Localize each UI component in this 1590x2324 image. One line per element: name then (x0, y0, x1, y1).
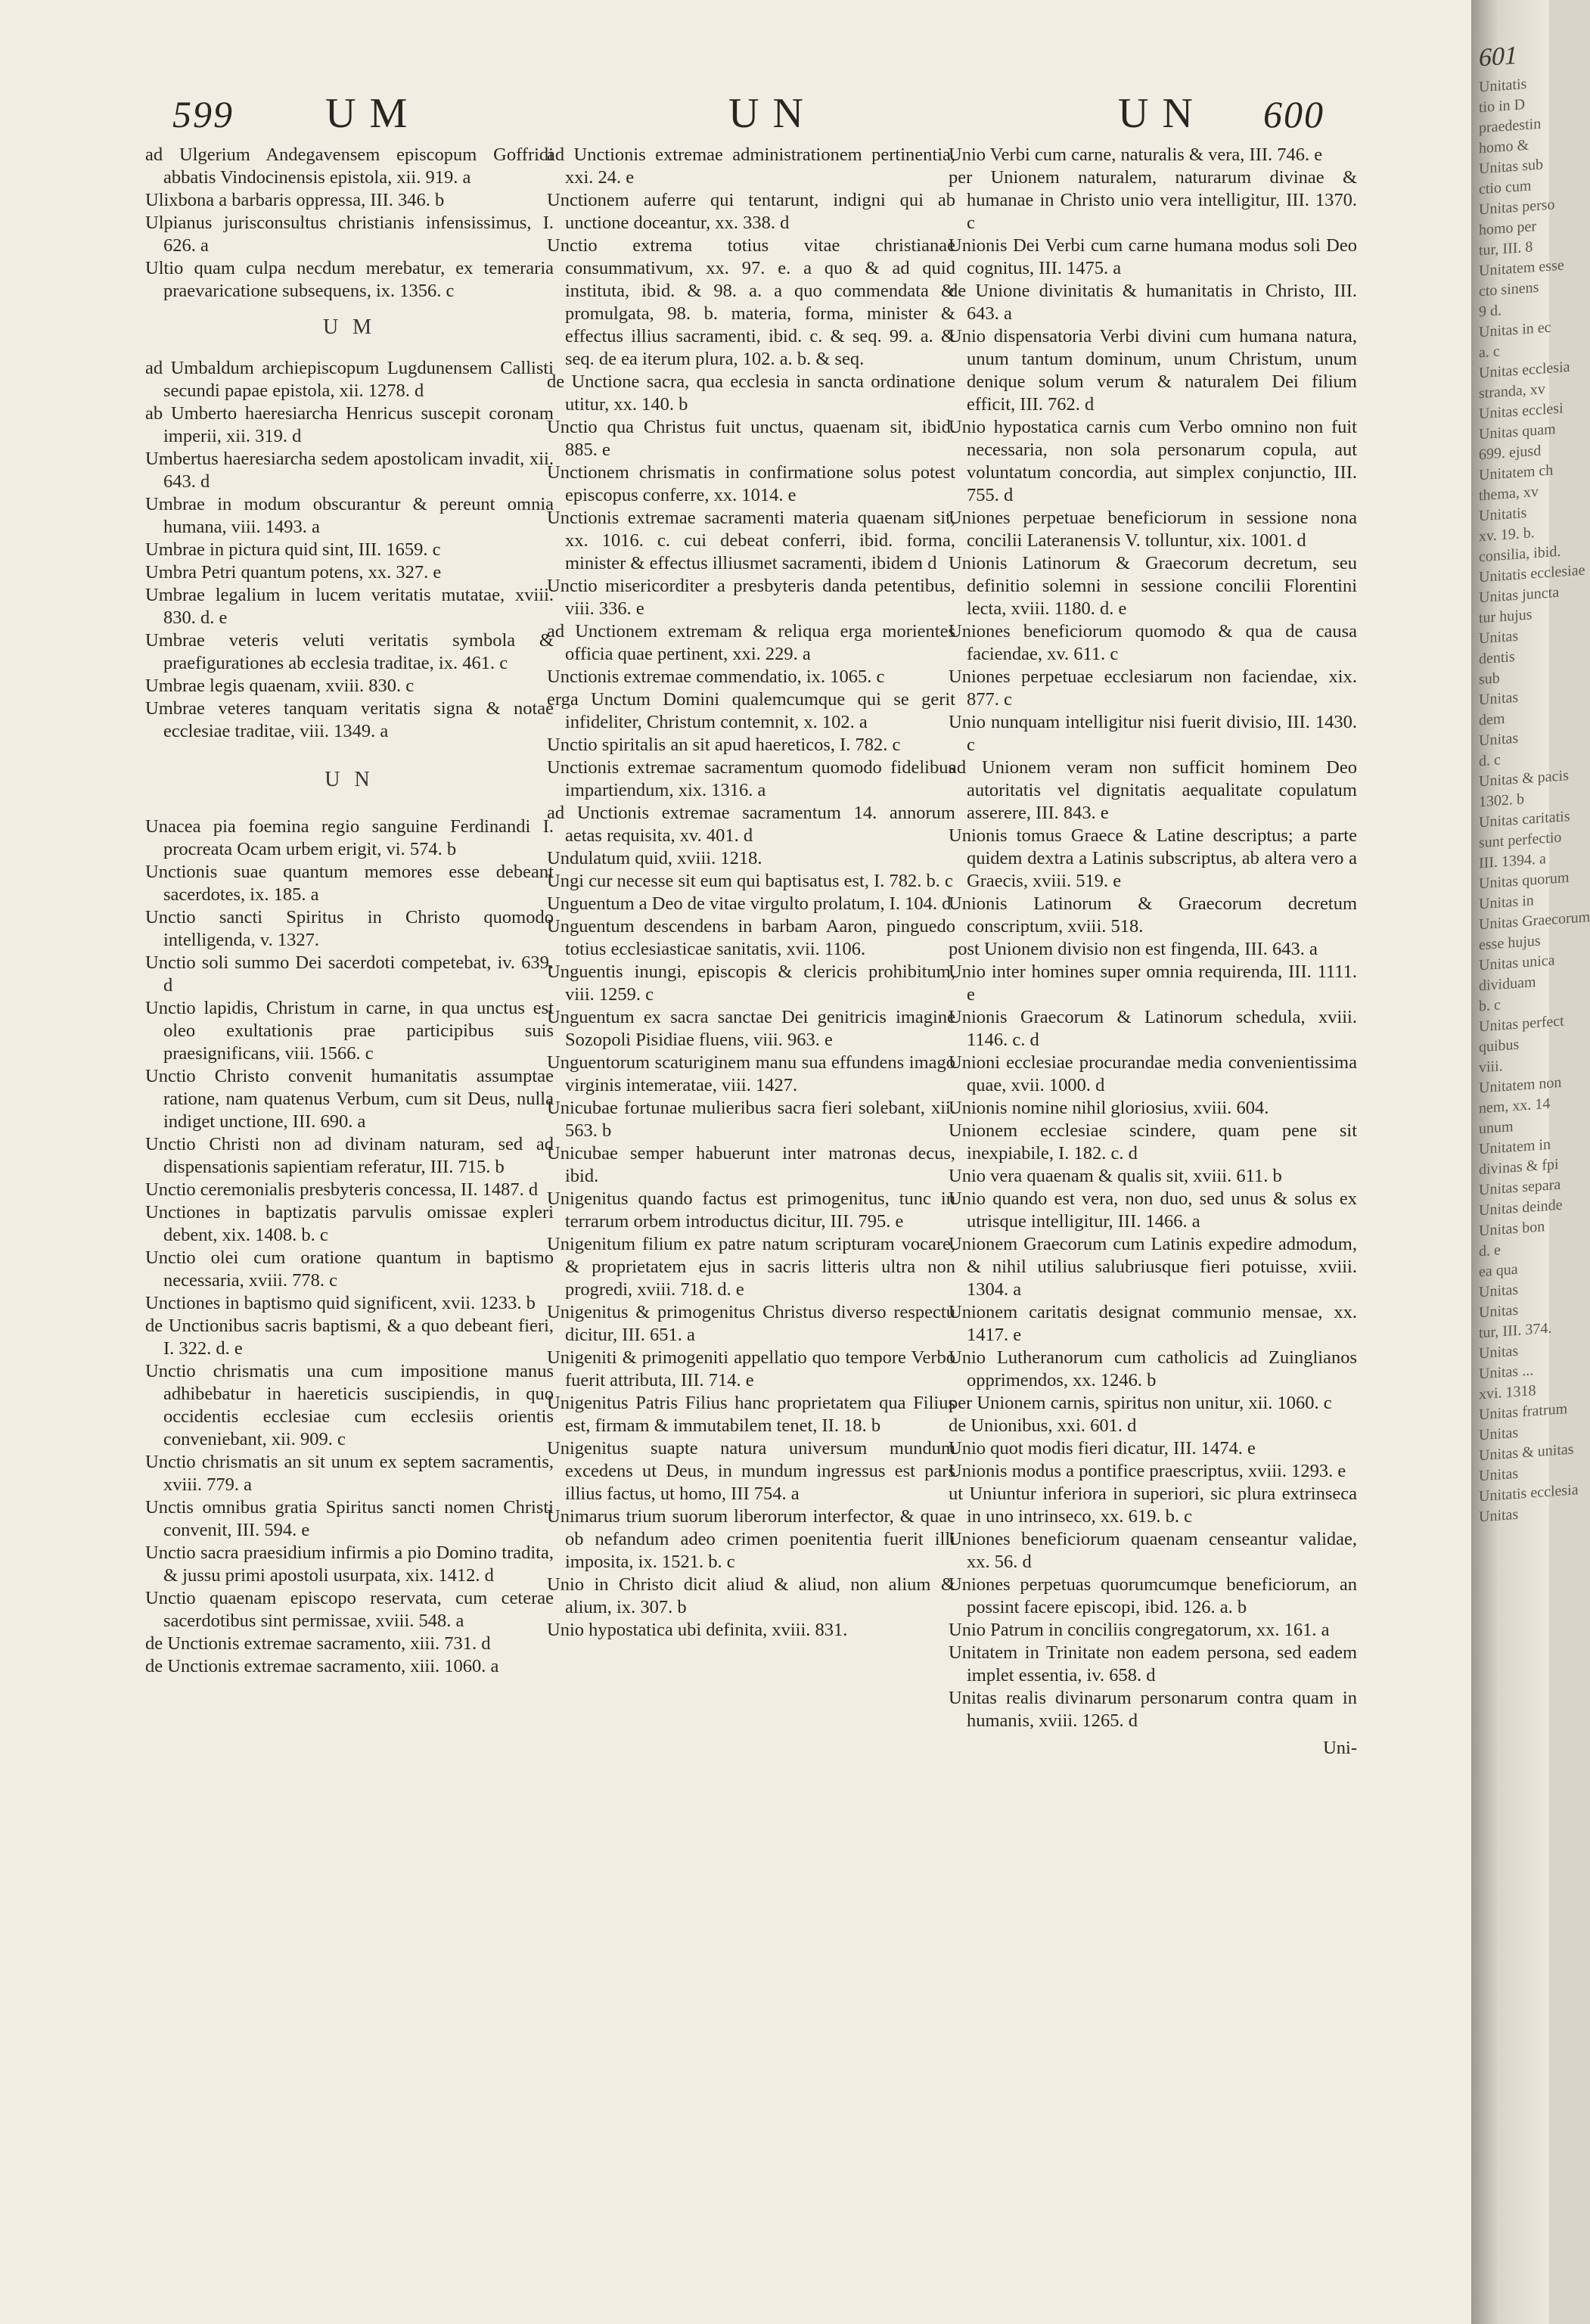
entry-group-um (145, 357, 554, 743)
page-number-599: 599 (172, 93, 234, 135)
index-entry: Unctio Christo convenit humanitatis assumptae ratione, nam quatenus Verbum, cum sit Deus, nulla indiget unctione, III. 690. a (145, 1066, 554, 1132)
index-entry: Umbrae in pictura quid sint, III. 1659. c (145, 539, 441, 560)
adjacent-page-fragment: sub (1479, 670, 1500, 688)
index-entry: Unio in Christo dicit aliud & aliud, non alium & alium, ix. 307. b (547, 1574, 955, 1617)
running-head-left: U M (325, 90, 409, 137)
index-entry: Unicubae fortunae mulieribus sacra fieri solebant, xii. 563. b (547, 1098, 955, 1141)
index-entry: Unio hypostatica carnis cum Verbo omnino non fuit necessaria, non sola personarum copula, aut voluntatum concordia, aut simplex conjunctio, III. 755. d (949, 417, 1357, 505)
adjacent-page-fragment: Unitas ... (1479, 1362, 1534, 1383)
index-entry: Ultio quam culpa necdum merebatur, ex temeraria praevaricatione subsequens, ix. 1356. c (145, 258, 554, 301)
index-entry: Unigenitum filium ex patre natum scripturam vocare, & proprietatem ejus in sacris litteris ultra non progredi, xviii. 718. d. e (547, 1234, 955, 1300)
index-entry: Umbrae veteris veluti veritatis symbola & praefigurationes ab ecclesia traditae, ix. 461. c (145, 630, 554, 673)
index-entry: Unctio spiritalis an sit apud haereticos, I. 782. c (547, 735, 901, 755)
index-entry: Unio vera quaenam & qualis sit, xviii. 611. b (949, 1166, 1282, 1186)
adjacent-page-fragment: tur, III. 374. (1479, 1319, 1552, 1342)
index-entry: Unctio ceremonialis presbyteris concessa, II. 1487. d (145, 1179, 539, 1200)
index-entry: Unctiones in baptismo quid significent, xvii. 1233. b (145, 1293, 536, 1313)
adjacent-page-fragment: consilia, ibid. (1479, 542, 1561, 566)
index-entry: Unio inter homines super omnia requirenda, III. 1111. e (949, 962, 1357, 1005)
adjacent-page-fragment: Unitas (1479, 1505, 1519, 1526)
adjacent-page-fragment: Unitas quorum (1479, 868, 1570, 893)
index-entry: de Unctionis extremae sacramento, xiii. 1060. a (145, 1656, 499, 1676)
adjacent-page-fragment: Unitas (1479, 729, 1519, 750)
index-entry: Unctio qua Christus fuit unctus, quaenam sit, ibid. 885. e (547, 417, 955, 460)
adjacent-page-fragment: Unitatem in (1479, 1136, 1551, 1158)
index-entry: Unigenitus Patris Filius hanc proprietatem qua Filius est, firmam & immutabilem tenet, II. 18. b (547, 1393, 955, 1436)
adjacent-page-fragment: Unitas (1479, 1281, 1519, 1301)
index-entry: Unctionis suae quantum memores esse debeant sacerdotes, ix. 185. a (145, 862, 554, 905)
adjacent-page-fragment: Unitas deinde (1479, 1196, 1563, 1219)
adjacent-page-fragment: Unitas (1479, 1342, 1519, 1362)
adjacent-page-fragment: tur, III. 8 (1479, 238, 1533, 259)
adjacent-page-fragment: ea qua (1479, 1260, 1518, 1281)
adjacent-page-fragment: Unitas ecclesi (1479, 399, 1564, 423)
index-entry: Unigeniti & primogeniti appellatio quo tempore Verbo fuerit attributa, III. 714. e (547, 1347, 955, 1390)
adjacent-page-fragment: quibus (1479, 1036, 1520, 1056)
adjacent-page-fragment: Unitas separa (1479, 1176, 1561, 1199)
running-head-center: U N (728, 90, 805, 137)
adjacent-page-fragment: xvi. 1318 (1479, 1382, 1536, 1403)
entry-group-un-continued (547, 144, 955, 1642)
adjacent-page-fragment: unum (1479, 1118, 1514, 1138)
index-entry: Unio hypostatica ubi definita, xviii. 831. (547, 1620, 848, 1640)
index-entry: per Unionem naturalem, naturarum divinae & humanae in Christo unio vera intelligitur, III. 1370. c (949, 167, 1357, 233)
index-entry: Unio dispensatoria Verbi divini cum humana natura, unum tantum dominum, unum Christum, unum denique solum verum & naturalem Dei filium efficit, III. 762. d (949, 326, 1357, 415)
index-entry: Umbra Petri quantum potens, xx. 327. e (145, 562, 442, 583)
adjacent-page-fragment: homo per (1479, 218, 1537, 239)
index-entry: Unigenitus suapte natura universum mundum excedens ut Deus, in mundum ingressus est pars illius factus, ut homo, III 754. a (547, 1438, 955, 1504)
page-number-left (172, 89, 234, 142)
index-entry: Unimarus trium suorum liberorum interfector, & quae ob nefandum adeo crimen poenitentia fuerit illi imposita, ix. 1521. b. c (547, 1506, 955, 1572)
index-entry: Unionem Graecorum cum Latinis expedire admodum, & nihil utilius salubriusque fieri potuisse, xviii. 1304. a (949, 1234, 1357, 1300)
adjacent-page-fragment: thema, xv (1479, 483, 1539, 505)
adjacent-page-fragment: Unitas (1479, 688, 1519, 709)
index-entry: Undulatum quid, xviii. 1218. (547, 848, 762, 868)
index-entry: post Unionem divisio non est fingenda, III. 643. a (949, 939, 1318, 959)
index-entry: Unigenitus quando factus est primogenitus, tunc in terrarum orbem introductus dicitur, III. 795. e (547, 1188, 955, 1232)
index-entry: Unio Patrum in conciliis congregatorum, xx. 161. a (949, 1620, 1330, 1640)
index-entry: Unicubae semper habuerunt inter matronas decus, ibid. (547, 1143, 955, 1186)
index-entry: Uniones perpetuae ecclesiarum non faciendae, xix. 877. c (949, 666, 1357, 710)
index-entry: ad Unctionis extremae administrationem pertinentia, xxi. 24. e (547, 144, 955, 188)
adjacent-page-fragment: Unitatis (1479, 504, 1527, 525)
index-entry: Unio Lutheranorum cum catholicis ad Zuinglianos opprimendos, xx. 1246. b (949, 1347, 1357, 1390)
adjacent-page-fragment: Unitas (1479, 1424, 1519, 1444)
adjacent-page-fragment: ctio cum (1479, 177, 1532, 198)
index-entry: Unguentum ex sacra sanctae Dei genitricis imagine Sozopoli Pisidiae fluens, viii. 963. e (547, 1007, 955, 1050)
index-entry: Uniones beneficiorum quaenam censeantur validae, xx. 56. d (949, 1529, 1357, 1572)
index-entry: Unionis Dei Verbi cum carne humana modus soli Deo cognitus, III. 1475. a (949, 235, 1357, 278)
index-entry: Unctio lapidis, Christum in carne, in qua unctus est oleo exultationis prae participibus suis praesignificans, viii. 1566. c (145, 998, 554, 1064)
adjacent-page-fragment: Unitas ecclesia (1479, 358, 1570, 382)
adjacent-page-fragment: Unitas unica (1479, 952, 1555, 974)
index-entry: Umbrae veteres tanquam veritatis signa & notae ecclesiae traditae, viii. 1349. a (145, 698, 554, 741)
adjacent-page-fragment: Unitatem esse (1479, 256, 1564, 280)
index-entry: Unacea pia foemina regio sanguine Ferdinandi I. procreata Ocam urbem erigit, vi. 574. b (145, 816, 554, 859)
adjacent-page-fragment: Unitas (1479, 627, 1519, 648)
adjacent-page-fragment: tio in D (1479, 96, 1526, 117)
index-entry: erga Unctum Domini qualemcumque qui se gerit infideliter, Christum contemnit, x. 102. a (547, 689, 955, 732)
catchword: Uni- (1323, 1738, 1357, 1758)
adjacent-page-fragment: Unitas fratrum (1479, 1400, 1568, 1424)
index-entry: Ungi cur necesse sit eum qui baptisatus est, I. 782. b. c (547, 871, 953, 891)
index-entry: de Unctionis extremae sacramento, xiii. 731. d (145, 1633, 491, 1654)
adjacent-page-fragment: xv. 19. b. (1479, 524, 1535, 545)
entry-group-un (145, 816, 554, 1678)
index-entry: Unctiones in baptizatis parvulis omissae expleri debent, xix. 1408. b. c (145, 1202, 554, 1245)
index-entry: ad Umbaldum archiepiscopum Lugdunensem Callisti secundi papae epistola, xii. 1278. d (145, 358, 554, 401)
page-number-600: 600 (1263, 93, 1324, 135)
index-entry: Unionis Latinorum & Graecorum decretum, seu definitio solemni in sessione concilii Florentini lecta, xviii. 1180. d. e (949, 553, 1357, 619)
index-entry: Unctio quaenam episcopo reservata, cum ceterae sacerdotibus sint permissae, xviii. 548. a (145, 1588, 554, 1631)
adjacent-page-fragment: a. c (1479, 343, 1500, 362)
index-entry: Unctio sacra praesidium infirmis a pio Domino tradita, & jussu primi apostoli usurpata, xix. 1412. d (145, 1543, 554, 1586)
adjacent-page-fragment: tur hujus (1479, 606, 1533, 627)
adjacent-page-fragment: 9 d. (1479, 302, 1501, 321)
index-entry: Umbrae legalium in lucem veritatis mutatae, xviii. 830. d. e (145, 585, 554, 628)
index-entry: per Unionem carnis, spiritus non unitur, xii. 1060. c (949, 1393, 1332, 1413)
section-heading-un: U N (325, 768, 374, 791)
index-entry: Umbrae legis quaenam, xviii. 830. c (145, 676, 415, 696)
index-entry: Unioni ecclesiae procurandae media convenientissima quae, xvii. 1000. d (949, 1052, 1357, 1095)
index-entry: Ulixbona a barbaris oppressa, III. 346. b (145, 190, 445, 210)
adjacent-page-fragment: stranda, xv (1479, 381, 1545, 402)
index-entry: Unio nunquam intelligitur nisi fuerit divisio, III. 1430. c (949, 712, 1357, 755)
index-entry: Unguentum descendens in barbam Aaron, pinguedo totius ecclesiasticae sanitatis, xvii. 1106. (547, 916, 955, 959)
index-entry: Unionis tomus Graece & Latine descriptus; a parte quidem dextra a Latinis subscriptus, ab altera vero a Graecis, xviii. 519. e (949, 825, 1357, 891)
index-entry: Unctionis extremae commendatio, ix. 1065. c (547, 666, 885, 687)
index-entry: Unigenitus & primogenitus Christus diverso respectu dicitur, III. 651. a (547, 1302, 955, 1345)
index-entry: de Unctionibus sacris baptismi, & a quo debeant fieri, I. 322. d. e (145, 1316, 554, 1359)
index-entry: Unionis nomine nihil gloriosius, xviii. 604. (949, 1098, 1269, 1118)
adjacent-page-fragment: 699. ejusd (1479, 442, 1542, 464)
index-entry: ut Uniuntur inferiora in superiori, sic plura extrinseca in uno intrinseco, xx. 619. b. c (949, 1484, 1357, 1527)
index-entry: Unguentum a Deo de vitae virgulto prolatum, I. 104. d (547, 893, 952, 914)
index-entry: Unionis modus a pontifice praescriptus, xviii. 1293. e (949, 1461, 1346, 1481)
index-entry: ad Ulgerium Andegavensem episcopum Goffridi abbatis Vindocinensis epistola, xii. 919. a (145, 144, 554, 188)
adjacent-page-fragment: esse hujus (1479, 932, 1541, 954)
adjacent-page-fragment: dentis (1479, 648, 1515, 668)
index-entry: Unguentis inungi, episcopis & clericis prohibitum, viii. 1259. c (547, 962, 955, 1005)
adjacent-page-fragment: Unitas quam (1479, 421, 1556, 443)
index-entry: Unctio misericorditer a presbyteris danda petentibus, viii. 336. e (547, 576, 955, 619)
adjacent-page-fragment: Unitas (1479, 1465, 1519, 1485)
adjacent-page-fragment: Unitas juncta (1479, 583, 1560, 607)
adjacent-page-fragment: Unitatis ecclesiae (1479, 561, 1585, 586)
index-entry: Unctio chrismatis una cum impositione manus adhibebatur in haereticis suscipiendis, in quo occidentis ecclesiae cum ecclesiis orientis conveniebant, xii. 909. c (145, 1361, 554, 1449)
adjacent-page-fragment: dividuam (1479, 974, 1536, 995)
index-entry: Unctionem auferre qui tentarunt, indigni qui ab unctione doceantur, xx. 338. d (547, 190, 955, 233)
entry-group-u (145, 144, 554, 303)
index-entry: Unionem ecclesiae scindere, quam pene sit inexpiabile, I. 182. c. d (949, 1120, 1357, 1164)
adjacent-page-fragment: Unitas & pacis (1479, 767, 1569, 791)
index-entry: ab Umberto haeresiarcha Henricus suscepit coronam imperii, xii. 319. d (145, 403, 554, 446)
index-entry: Umbrae in modum obscurantur & pereunt omnia humana, viii. 1493. a (145, 494, 554, 537)
index-entry: Ulpianus jurisconsultus christianis infensissimus, I. 626. a (145, 213, 554, 256)
adjacent-page-fragment: d. c (1479, 751, 1501, 770)
index-entry: Unctionis extremae sacramenti materia quaenam sit, xx. 1016. c. cui debeat conferri, ibid. forma, minister & effectus illiusmet sacramenti, ibidem d (547, 508, 955, 573)
adjacent-page-text (1479, 41, 1590, 1528)
index-entry: ad Unctionis extremae sacramentum 14. annorum aetas requisita, xv. 401. d (547, 803, 955, 846)
adjacent-page-fragment: Unitas in ec (1479, 318, 1551, 341)
index-entry: de Unctione sacra, qua ecclesia in sancta ordinatione utitur, xx. 140. b (547, 371, 955, 415)
index-entry: Unionis Latinorum & Graecorum decretum conscriptum, xviii. 518. (949, 893, 1357, 937)
adjacent-page-fragment: Unitas perfect (1479, 1012, 1564, 1036)
adjacent-page-fragment: b. c (1479, 996, 1501, 1015)
adjacent-page-fragment: Unitas in (1479, 892, 1534, 913)
adjacent-page-fragment: Unitas & unitas (1479, 1440, 1574, 1465)
adjacent-page-fragment: Unitas Graecorum (1479, 909, 1590, 934)
adjacent-page-fragment: Unitatis ecclesia (1479, 1481, 1579, 1505)
adjacent-page-fragment: dem (1479, 710, 1505, 729)
index-entry: Unctio Christi non ad divinam naturam, sed ad dispensationis sapientiam referatur, III. 715. b (145, 1134, 554, 1177)
index-entry: ad Unctionem extremam & reliqua erga morientes officia quae pertinent, xxi. 229. a (547, 621, 955, 664)
index-entry: Unitas realis divinarum personarum contra quam in humanis, xviii. 1265. d (949, 1688, 1357, 1731)
index-entry: Unio Verbi cum carne, naturalis & vera, III. 746. e (949, 144, 1323, 165)
adjacent-page-fragment: Unitatem ch (1479, 461, 1554, 484)
adjacent-page-fragment: Unitatem non (1479, 1073, 1562, 1097)
index-entry: Unctionis extremae sacramentum quomodo fidelibus impartiendum, xix. 1316. a (547, 757, 955, 800)
adjacent-page-edge (1471, 0, 1590, 2324)
adjacent-page-fragment: Unitas caritatis (1479, 807, 1570, 831)
index-entry: Umbertus haeresiarcha sedem apostolicam invadit, xii. 643. d (145, 449, 554, 492)
adjacent-page-fragment: viii. (1479, 1058, 1503, 1077)
section-heading-um: U M (322, 315, 377, 339)
adjacent-page-fragment: Unitas sub (1479, 156, 1543, 178)
index-entry: Unctio sancti Spiritus in Christo quomodo intelligenda, v. 1327. (145, 907, 554, 950)
index-entry: Unionem caritatis designat communio mensae, xx. 1417. e (949, 1302, 1357, 1345)
index-entry: Unctio chrismatis an sit unum ex septem sacramentis, xviii. 779. a (145, 1452, 554, 1495)
adjacent-page-fragment: Unitatis (1479, 75, 1527, 96)
index-column-1 (145, 144, 554, 2307)
page-number-601: 601 (1479, 41, 1517, 73)
running-head-right: U N (1118, 90, 1194, 137)
index-entry: Unctio extrema totius vitae christianae consummativum, xx. 97. e. a quo & ad quid instituta, ibid. & 98. a. a quo commendata & promulgata, 98. b. materia, forma, minister & effectus illius sacramenti, ibid. c. & seq. 99. a. & seq. de ea iterum plura, 102. a. b. & seq. (547, 235, 955, 369)
page-number-right (1263, 89, 1324, 142)
adjacent-page-fragment: Unitas perso (1479, 196, 1555, 219)
adjacent-page-fragment: III. 1394. a (1479, 850, 1546, 872)
index-column-3 (949, 144, 1357, 2315)
index-entry: Unitatem in Trinitate non eadem persona, sed eadem implet essentia, iv. 658. d (949, 1642, 1357, 1686)
adjacent-page-fragment: praedestin (1479, 115, 1542, 137)
adjacent-page-fragment: divinas & fpi (1479, 1155, 1559, 1179)
index-entry: de Unione divinitatis & humanitatis in Christo, III. 643. a (949, 281, 1357, 324)
index-entry: Unctio olei cum oratione quantum in baptismo necessaria, xviii. 778. c (145, 1247, 554, 1291)
entry-group-unio (949, 144, 1357, 1732)
index-entry: Unctis omnibus gratia Spiritus sancti nomen Christi convenit, III. 594. e (145, 1497, 554, 1540)
index-entry: Unionis Graecorum & Latinorum schedula, xviii. 1146. c. d (949, 1007, 1357, 1050)
index-entry: de Unionibus, xxi. 601. d (949, 1415, 1137, 1436)
index-entry: Uniones beneficiorum quomodo & qua de causa faciendae, xv. 611. c (949, 621, 1357, 664)
adjacent-page-fragment: Unitas bon (1479, 1218, 1545, 1240)
adjacent-page-fragment: sunt perfectio (1479, 828, 1562, 852)
index-entry: Uniones perpetuae beneficiorum in sessione nona concilii Lateranensis V. tolluntur, xix. 1001. d (949, 508, 1357, 551)
index-entry: Unguentorum scaturiginem manu sua effundens imago virginis intemeratae, viii. 1427. (547, 1052, 955, 1095)
adjacent-page-fragment: nem, xx. 14 (1479, 1095, 1551, 1117)
index-column-2 (547, 144, 955, 2307)
adjacent-page-fragment: 1302. b (1479, 791, 1524, 811)
index-entry: Unio quot modis fieri dicatur, III. 1474. e (949, 1438, 1256, 1459)
adjacent-page-fragment: cto sinens (1479, 278, 1539, 300)
index-entry: Unctionem chrismatis in confirmatione solus potest episcopus conferre, xx. 1014. e (547, 462, 955, 505)
adjacent-page-fragment: Unitas (1479, 1301, 1519, 1322)
index-entry: Uniones perpetuas quorumcumque beneficiorum, an possint facere episcopi, ibid. 126. a. b (949, 1574, 1357, 1617)
index-entry: Unio quando est vera, non duo, sed unus & solus ex utrisque intelligitur, III. 1466. a (949, 1188, 1357, 1232)
adjacent-page-fragment: homo & (1479, 136, 1529, 157)
index-entry: Unctio soli summo Dei sacerdoti competebat, iv. 639. d (145, 952, 554, 996)
index-entry: ad Unionem veram non sufficit hominem Deo autoritatis vel dignitatis aequalitate copulatum asserere, III. 843. e (949, 757, 1357, 823)
adjacent-page-fragment: d. e (1479, 1241, 1501, 1260)
